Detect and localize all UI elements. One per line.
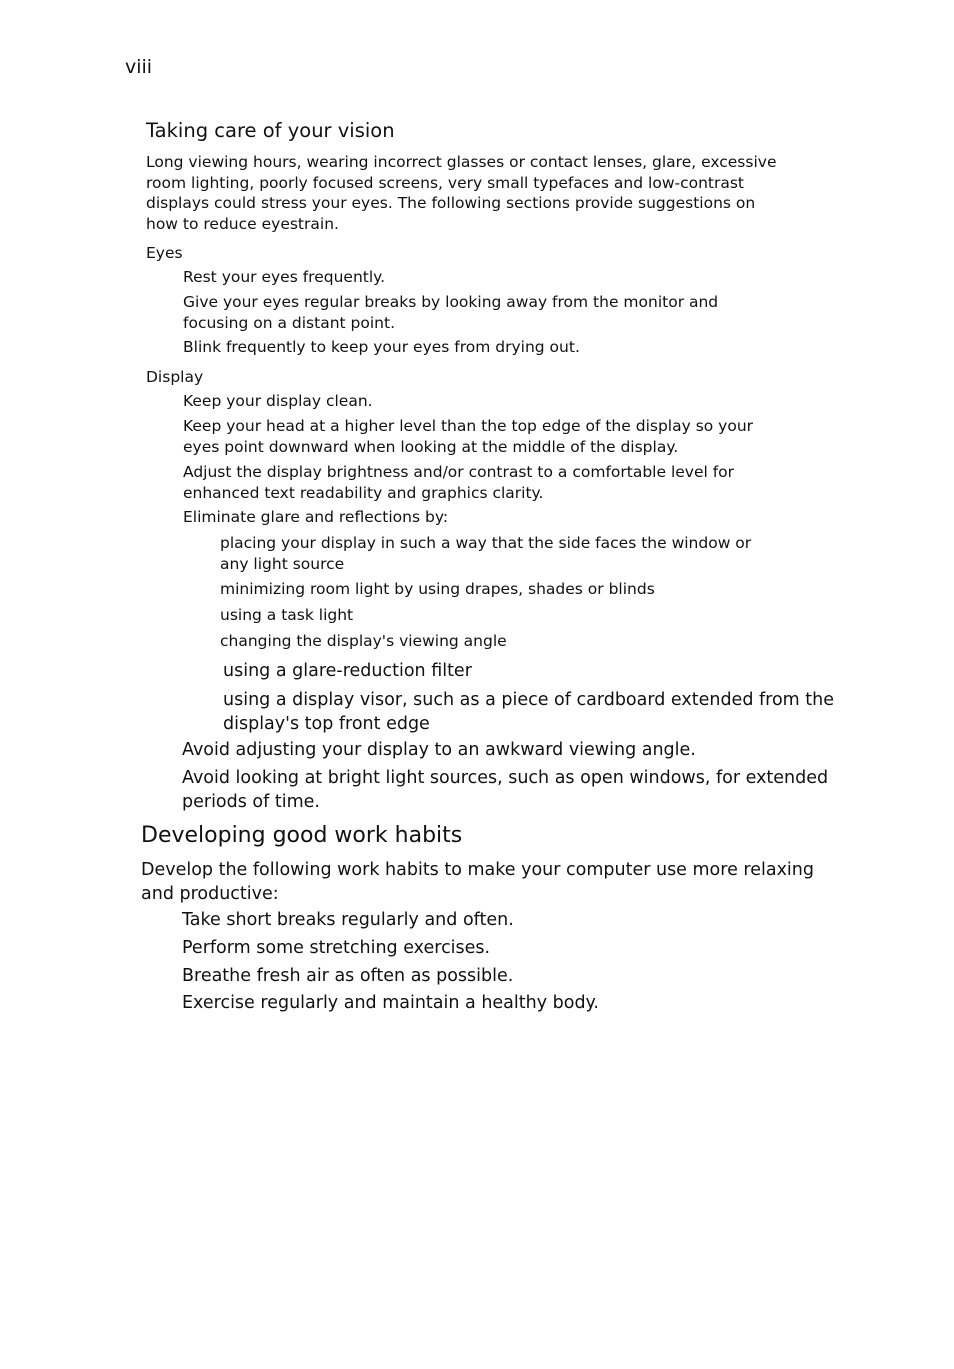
list-item-line: Adjust the display brightness and/or contrast to a comfortable level for bbox=[183, 463, 735, 481]
list-item-line: Eliminate glare and reflections by: bbox=[183, 508, 449, 526]
page-number: viii bbox=[125, 56, 153, 78]
list-item: Breathe fresh air as often as possible. bbox=[182, 966, 514, 986]
list-item-line: display's top front edge bbox=[223, 713, 430, 734]
section-heading-vision: Taking care of your vision bbox=[146, 119, 395, 142]
list-item bbox=[182, 767, 828, 814]
list-item bbox=[183, 416, 753, 458]
paragraph-line: room lighting, poorly focused screens, very small typefaces and low-contrast bbox=[146, 173, 745, 192]
sub-list-item bbox=[220, 605, 353, 626]
list-item bbox=[183, 267, 385, 288]
list-item-line: minimizing room light by using drapes, shades or blinds bbox=[220, 580, 655, 598]
list-item-line: Keep your display clean. bbox=[183, 392, 373, 410]
list-item bbox=[183, 292, 718, 334]
list-item-line: using a display visor, such as a piece of cardboard extended from the bbox=[223, 690, 835, 710]
list-item-line: Give your eyes regular breaks by looking away from the monitor and bbox=[183, 293, 719, 311]
list-item bbox=[183, 462, 734, 504]
paragraph-line: Develop the following work habits to make your computer use more relaxing bbox=[141, 860, 814, 880]
paragraph-line: displays could stress your eyes. The following sections provide suggestions on bbox=[146, 194, 756, 212]
list-item-line: any light source bbox=[220, 555, 345, 573]
paragraph-line: Long viewing hours, wearing incorrect glasses or contact lenses, glare, excessive bbox=[146, 153, 777, 171]
list-item bbox=[182, 739, 696, 763]
sub-list-item bbox=[220, 631, 507, 652]
sub-list-item bbox=[223, 689, 834, 736]
section-heading-habits: Developing good work habits bbox=[141, 823, 463, 848]
list-item-line: enhanced text readability and graphics clarity. bbox=[183, 484, 544, 502]
list-item: Perform some stretching exercises. bbox=[182, 938, 491, 958]
list-item: Exercise regularly and maintain a healthy body. bbox=[182, 993, 599, 1013]
list-item-line: focusing on a distant point. bbox=[183, 314, 395, 332]
list-item-line: Avoid adjusting your display to an awkward viewing angle. bbox=[182, 740, 696, 760]
subsection-label-eyes: Eyes bbox=[146, 244, 183, 262]
list-item-line: changing the display's viewing angle bbox=[220, 632, 507, 650]
list-item bbox=[183, 391, 373, 412]
sub-list-item bbox=[220, 579, 655, 600]
list-item-line: Blink frequently to keep your eyes from drying out. bbox=[183, 338, 580, 356]
list-item-line: using a task light bbox=[220, 606, 354, 624]
list-item-line: placing your display in such a way that the side faces the window or bbox=[220, 534, 752, 552]
list-item bbox=[183, 337, 580, 358]
sub-list-item bbox=[223, 660, 472, 684]
subsection-label-display: Display bbox=[146, 368, 204, 386]
list-item-line: eyes point downward when looking at the middle of the display. bbox=[183, 438, 679, 456]
sub-list-item bbox=[220, 533, 751, 575]
vision-intro-paragraph bbox=[146, 152, 776, 234]
list-item bbox=[183, 507, 448, 528]
list-item: Take short breaks regularly and often. bbox=[182, 910, 514, 930]
habits-intro-paragraph bbox=[141, 859, 814, 906]
list-item-line: Rest your eyes frequently. bbox=[183, 268, 386, 286]
list-item-line: using a glare-reduction filter bbox=[223, 661, 472, 681]
list-item-line: Avoid looking at bright light sources, such as open windows, for extended bbox=[182, 768, 829, 788]
paragraph-line: and productive: bbox=[141, 883, 279, 904]
paragraph-line: how to reduce eyestrain. bbox=[146, 214, 339, 233]
list-item-line: Keep your head at a higher level than the top edge of the display so your bbox=[183, 417, 754, 435]
list-item-line: periods of time. bbox=[182, 791, 320, 812]
